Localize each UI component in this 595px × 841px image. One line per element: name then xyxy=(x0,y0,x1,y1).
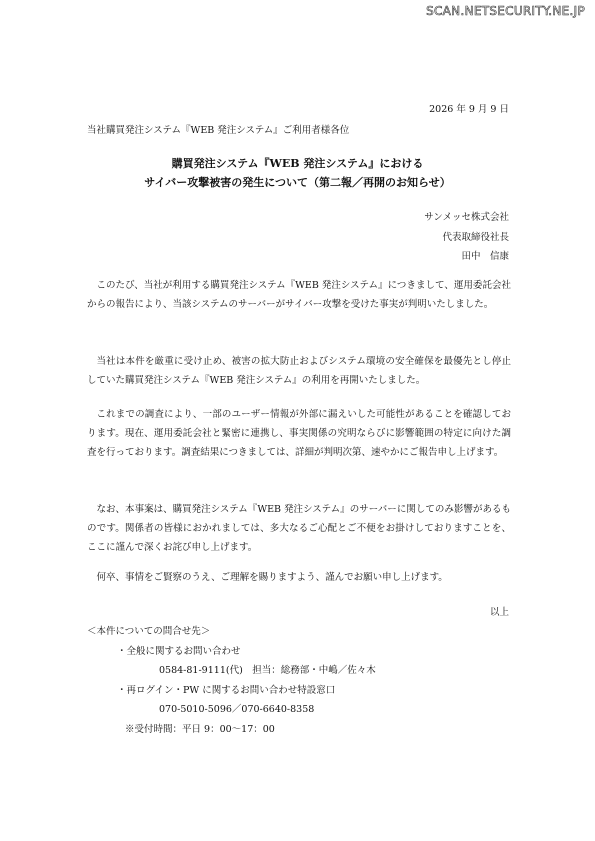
contact-hours: ※受付時間：平日 9：00～17：00 xyxy=(125,723,275,735)
document-title xyxy=(0,154,595,192)
source-watermark: SCAN.NETSECURITY.NE.JP xyxy=(426,4,585,18)
issue-date: 2026 年 9 月 9 日 xyxy=(429,104,509,115)
sender-block xyxy=(424,208,509,267)
body-paragraph-2: 当社は本件を厳重に受け止め、被害の拡大防止およびシステム環境の安全確保を最優先とし停止していた購買発注システム『WEB 発注システム』の利用を再開いたしました。 xyxy=(87,356,511,386)
addressee: 当社購買発注システム『WEB 発注システム』ご利用者様各位 xyxy=(87,125,350,136)
sender-position: 代表取締役社長 xyxy=(442,231,509,243)
sender-company: サンメッセ株式会社 xyxy=(424,212,509,223)
closing-word: 以上 xyxy=(489,607,509,618)
contact-relogin-detail: 070-5010-5096／070-6640-8358 xyxy=(159,704,315,715)
body-paragraph-3: これまでの調査により、一部のユーザー情報が外部に漏えいした可能性があることを確認しております。現在、運用委託会社と緊密に連携し、事実関係の究明ならびに影響範囲の特定に向けた調査を行っております。調査結果につきましては、詳細が判明次第、速やかにご報告申し上げます。 xyxy=(87,409,511,458)
contact-heading: ＜本件についての問合せ先＞ xyxy=(87,626,211,637)
contact-relogin-label: ・再ログイン・PW に関するお問い合わせ特設窓口 xyxy=(117,684,336,696)
body-paragraph-5: 何卒、事情をご賢察のうえ、ご理解を賜りますよう、謹んでお願い申し上げます。 xyxy=(96,572,448,583)
sender-name: 田中 信康 xyxy=(461,251,509,262)
contact-general-detail: 0584-81-9111(代) 担当：総務部・中嶋／佐々木 xyxy=(159,665,376,676)
body-paragraph-1: このたび、当社が利用する購買発注システム『WEB 発注システム』につきまして、運用委託会社からの報告により、当該システムのサーバーがサイバー攻撃を受けた事実が判明いたしました。 xyxy=(87,280,511,310)
body-paragraph-4: なお、本事案は、購買発注システム『WEB 発注システム』のサーバーに関してのみ影響があるものです。関係者の皆様におかれましては、多大なるご心配とご不便をお掛けしておりますことを、ここに謹んで深くお詫び申し上げます。 xyxy=(87,504,511,553)
contact-section xyxy=(87,622,376,739)
contact-general-label: ・全般に関するお問い合わせ xyxy=(117,645,241,657)
title-line-1: 購買発注システム『WEB 発注システム』における xyxy=(171,157,424,170)
title-line-2: サイバー攻撃被害の発生について（第二報／再開のお知らせ） xyxy=(144,176,451,189)
